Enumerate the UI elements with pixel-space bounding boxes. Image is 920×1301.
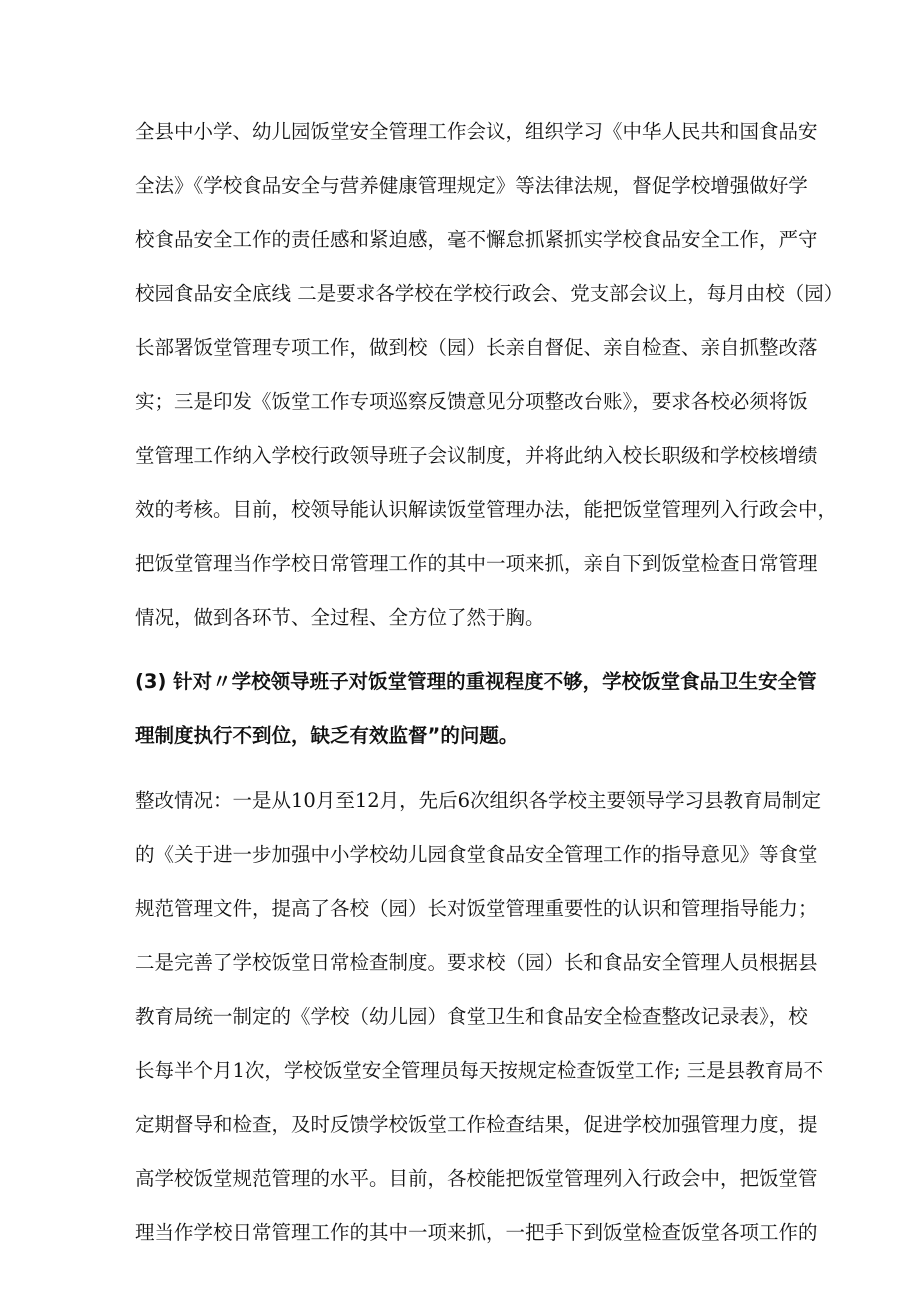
heading-line: 理制度执行不到位，缺乏有效监督”的问题。 [135,724,519,747]
text-line: 全法》《学校食品安全与营养健康管理规定》等法律法规，督促学校增强做好学 [135,174,808,197]
heading-line: (3) 针对〃学校领导班子对饭堂管理的重视程度不够，学校饭堂食品卫生安全管 [135,670,817,693]
text-line: 校食品安全工作的责任感和紧迫感，毫不懈怠抓紧抓实学校食品安全工作，严守 [135,228,818,251]
text-line: 效的考核。目前，校领导能认识解读饭堂管理办法，能把饭堂管理列入行政会中， [135,498,838,521]
text-line: 定期督导和检查，及时反馈学校饭堂工作检查结果，促进学校加强管理力度，提 [135,1113,818,1136]
text-line: 把饭堂管理当作学校日常管理工作的其中一项来抓，亲自下到饭堂检查日常管理 [135,552,818,575]
text-line: 理当作学校日常管理工作的其中一项来抓，一把手下到饭堂检查饭堂各项工作的 [135,1221,818,1244]
text-line: 长每半个月1次，学校饭堂安全管理员每天按规定检查饭堂工作; 三是县教育局不 [135,1059,824,1082]
text-line: 整改情况：一是从10月至12月，先后6次组织各学校主要领导学习县教育局制定 [135,789,822,812]
text-line: 的《关于进一步加强中小学校幼儿园食堂食品安全管理工作的指导意见》等食堂 [135,843,818,866]
text-line: 全县中小学、幼儿园饭堂安全管理工作会议，组织学习《中华人民共和国食品安 [135,120,818,143]
text-line: 教育局统一制定的《学校（幼儿园）食堂卫生和食品安全检查整改记录表》，校 [135,1005,808,1028]
text-line: 规范管理文件，提高了各校（园）长对饭堂管理重要性的认识和管理指导能力； [135,897,818,920]
text-line: 高学校饭堂规范管理的水平。目前，各校能把饭堂管理列入行政会中，把饭堂管 [135,1167,818,1190]
text-line: 二是完善了学校饭堂日常检查制度。要求校（园）长和食品安全管理人员根据县 [135,951,818,974]
text-line: 情况，做到各环节、全过程、全方位了然于胸。 [135,606,545,629]
text-line: 长部署饭堂管理专项工作，做到校（园）长亲自督促、亲自检查、亲自抓整改落 [135,336,818,359]
text-line: 校园食品安全底线 二是要求各学校在学校行政会、党支部会议上，每月由校（园） [135,282,844,305]
text-line: 堂管理工作纳入学校行政领导班子会议制度，并将此纳入校长职级和学校核增绩 [135,444,818,467]
text-line: 实；三是印发《饭堂工作专项巡察反馈意见分项整改台账》，要求各校必须将饭 [135,390,808,413]
